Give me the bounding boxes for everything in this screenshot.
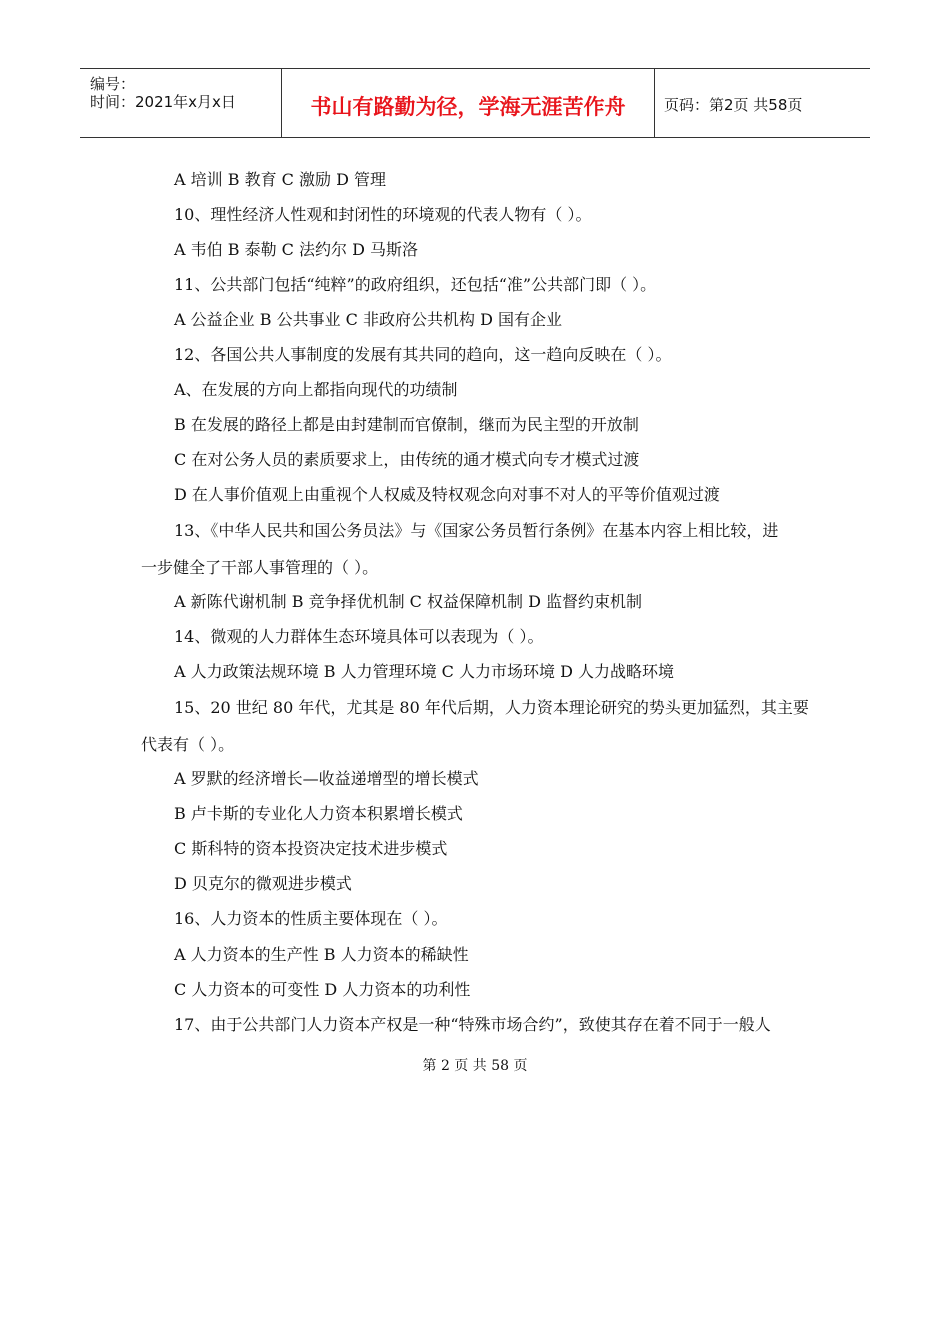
text-line: 11、公共部门包括“纯粹”的政府组织，还包括“准”公共部门即（ ）。 xyxy=(174,275,657,294)
text-line: A 公益企业 B 公共事业 C 非政府公共机构 D 国有企业 xyxy=(174,310,562,329)
text-line: B 卢卡斯的专业化人力资本积累增长模式 xyxy=(174,804,463,823)
page-header xyxy=(80,68,870,138)
text-line: 一步健全了干部人事管理的（ ）。 xyxy=(141,558,379,577)
text-line: A 罗默的经济增长—收益递增型的增长模式 xyxy=(174,769,479,788)
text-line: 17、由于公共部门人力资本产权是一种“特殊市场合约”，致使其存在着不同于一般人 xyxy=(174,1015,771,1034)
text-line: C 人力资本的可变性 D 人力资本的功利性 xyxy=(174,980,471,999)
header-motto-cell xyxy=(282,69,655,137)
text-line: A 韦伯 B 泰勒 C 法约尔 D 马斯洛 xyxy=(174,240,418,259)
text-line: A 人力资本的生产性 B 人力资本的稀缺性 xyxy=(174,945,469,964)
text-line: C 斯科特的资本投资决定技术进步模式 xyxy=(174,839,448,858)
text-line: 代表有（ ）。 xyxy=(141,735,235,754)
text-line: 10、理性经济人性观和封闭性的环境观的代表人物有（ ）。 xyxy=(174,205,592,224)
text-line: 16、人力资本的性质主要体现在（ ）。 xyxy=(174,909,448,928)
serial-number-label: 编号： xyxy=(90,75,136,93)
text-line: A 培训 B 教育 C 激励 D 管理 xyxy=(174,170,386,189)
text-line: A 新陈代谢机制 B 竞争择优机制 C 权益保障机制 D 监督约束机制 xyxy=(174,592,642,611)
text-line: C 在对公务人员的素质要求上，由传统的通才模式向专才模式过渡 xyxy=(174,450,640,469)
header-page-cell xyxy=(655,69,870,137)
text-line: D 在人事价值观上由重视个人权威及特权观念向对事不对人的平等价值观过渡 xyxy=(174,485,720,504)
page-footer: 第 2 页 共 58 页 xyxy=(422,1058,528,1074)
text-line: A 人力政策法规环境 B 人力管理环境 C 人力市场环境 D 人力战略环境 xyxy=(174,662,674,681)
text-line: 13、《中华人民共和国公务员法》与《国家公务员暂行条例》在基本内容上相比较，进 xyxy=(174,521,779,540)
page-info: 页码：第2页 共58页 xyxy=(664,96,803,114)
text-line: 12、各国公共人事制度的发展有其共同的趋向，这一趋向反映在（ ）。 xyxy=(174,345,672,364)
header-meta xyxy=(80,69,282,137)
text-line: 15、20 世纪 80 年代，尤其是 80 年代后期，人力资本理论研究的势头更加猛烈，其主要 xyxy=(174,698,809,717)
text-line: D 贝克尔的微观进步模式 xyxy=(174,874,352,893)
text-line: 14、微观的人力群体生态环境具体可以表现为（ ）。 xyxy=(174,627,544,646)
text-line: A、在发展的方向上都指向现代的功绩制 xyxy=(174,380,458,399)
date-label: 时间：2021年x月x日 xyxy=(90,93,236,111)
motto: 书山有路勤为径，学海无涯苦作舟 xyxy=(310,95,626,119)
text-line: B 在发展的路径上都是由封建制而官僚制，继而为民主型的开放制 xyxy=(174,415,639,434)
